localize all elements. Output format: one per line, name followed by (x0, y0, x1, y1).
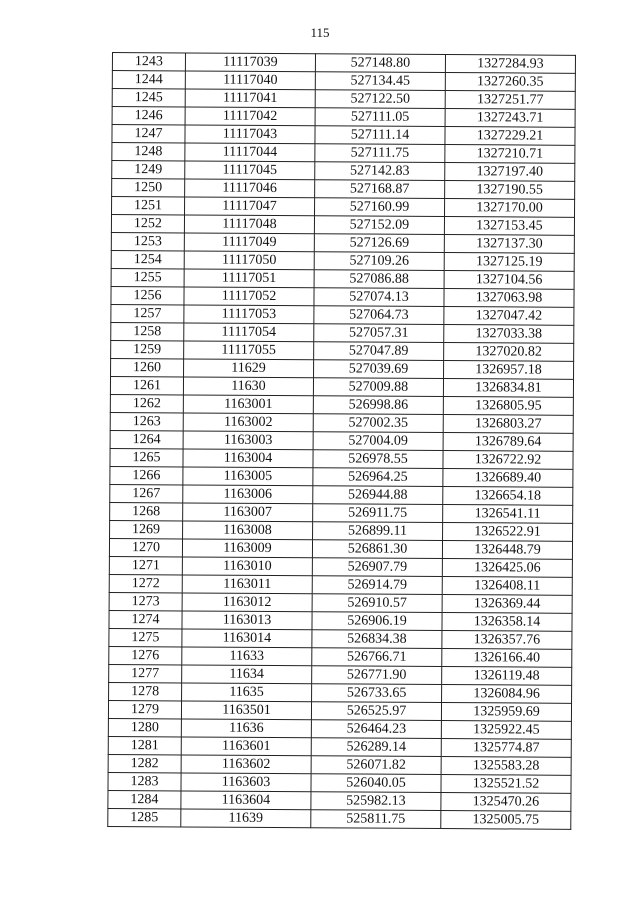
x-coordinate-cell: 526071.82 (311, 756, 441, 775)
y-coordinate-cell: 1325774.87 (441, 739, 571, 758)
x-coordinate-cell: 527074.13 (314, 288, 444, 307)
x-coordinate-cell: 525982.13 (311, 792, 441, 811)
y-coordinate-cell: 1327033.38 (444, 325, 574, 344)
y-coordinate-cell: 1327104.56 (444, 271, 574, 290)
point-id-cell: 1163012 (182, 593, 312, 612)
x-coordinate-cell: 525811.75 (311, 810, 441, 829)
point-number-cell: 1274 (109, 610, 182, 628)
x-coordinate-cell: 526964.25 (313, 468, 443, 487)
point-number-cell: 1276 (109, 646, 182, 664)
y-coordinate-cell: 1325583.28 (441, 757, 571, 776)
point-number-cell: 1251 (112, 197, 185, 215)
point-number-cell: 1279 (108, 700, 181, 718)
y-coordinate-cell: 1327251.77 (445, 91, 575, 110)
point-number-cell: 1267 (110, 484, 183, 502)
point-number-cell: 1252 (111, 215, 184, 233)
point-number-cell: 1249 (112, 161, 185, 179)
point-number-cell: 1260 (111, 358, 184, 376)
y-coordinate-cell: 1326803.27 (443, 415, 573, 434)
x-coordinate-cell: 526914.79 (312, 576, 442, 595)
y-coordinate-cell: 1325005.75 (441, 811, 571, 830)
point-number-cell: 1257 (111, 304, 184, 322)
x-coordinate-cell: 526906.19 (312, 612, 442, 631)
point-number-cell: 1255 (111, 268, 184, 286)
point-id-cell: 11117050 (184, 251, 314, 270)
y-coordinate-cell: 1327210.71 (445, 145, 575, 164)
x-coordinate-cell: 526911.75 (313, 504, 443, 523)
point-id-cell: 1163501 (181, 701, 311, 720)
point-number-cell: 1254 (111, 250, 184, 268)
point-id-cell: 11639 (181, 809, 311, 828)
y-coordinate-cell: 1326408.11 (442, 577, 572, 596)
point-id-cell: 11117054 (184, 323, 314, 342)
coordinates-table (107, 52, 576, 830)
y-coordinate-cell: 1327125.19 (444, 253, 574, 272)
point-id-cell: 1163003 (183, 431, 313, 450)
point-id-cell: 1163005 (183, 467, 313, 486)
y-coordinate-cell: 1327229.21 (445, 127, 575, 146)
x-coordinate-cell: 526289.14 (311, 738, 441, 757)
y-coordinate-cell: 1326166.40 (442, 649, 572, 668)
point-number-cell: 1277 (109, 664, 182, 682)
y-coordinate-cell: 1326358.14 (442, 613, 572, 632)
point-id-cell: 1163007 (183, 503, 313, 522)
point-id-cell: 11636 (181, 719, 311, 738)
point-number-cell: 1278 (109, 682, 182, 700)
point-number-cell: 1269 (110, 520, 183, 538)
point-id-cell: 11117052 (184, 287, 314, 306)
point-number-cell: 1275 (109, 628, 182, 646)
y-coordinate-cell: 1327197.40 (445, 163, 575, 182)
y-coordinate-cell: 1327063.98 (444, 289, 574, 308)
x-coordinate-cell: 526978.55 (313, 450, 443, 469)
point-number-cell: 1262 (110, 394, 183, 412)
y-coordinate-cell: 1326084.96 (442, 685, 572, 704)
x-coordinate-cell: 527047.89 (314, 342, 444, 361)
point-number-cell: 1264 (110, 430, 183, 448)
point-number-cell: 1266 (110, 466, 183, 484)
x-coordinate-cell: 526998.86 (313, 396, 443, 415)
x-coordinate-cell: 526733.65 (312, 684, 442, 703)
point-id-cell: 1163014 (182, 629, 312, 648)
x-coordinate-cell: 526771.90 (312, 666, 442, 685)
x-coordinate-cell: 527086.88 (314, 270, 444, 289)
point-id-cell: 1163011 (182, 575, 312, 594)
point-id-cell: 1163601 (181, 737, 311, 756)
point-number-cell: 1247 (112, 125, 185, 143)
point-number-cell: 1265 (110, 448, 183, 466)
table-row (108, 808, 571, 829)
point-id-cell: 11117051 (184, 269, 314, 288)
y-coordinate-cell: 1326357.76 (442, 631, 572, 650)
x-coordinate-cell: 527109.26 (314, 252, 444, 271)
page-number: 115 (310, 25, 330, 40)
point-number-cell: 1250 (112, 179, 185, 197)
x-coordinate-cell: 527148.80 (315, 54, 445, 73)
y-coordinate-cell: 1326805.95 (443, 397, 573, 416)
point-id-cell: 11117049 (184, 233, 314, 252)
point-id-cell: 11630 (183, 377, 313, 396)
point-id-cell: 11635 (182, 683, 312, 702)
y-coordinate-cell: 1326834.81 (443, 379, 573, 398)
y-coordinate-cell: 1325959.69 (441, 703, 571, 722)
point-id-cell: 11117045 (185, 161, 315, 180)
point-id-cell: 1163602 (181, 755, 311, 774)
point-id-cell: 1163004 (183, 449, 313, 468)
point-number-cell: 1271 (109, 556, 182, 574)
y-coordinate-cell: 1327153.45 (444, 217, 574, 236)
point-number-cell: 1268 (110, 502, 183, 520)
point-id-cell: 1163603 (181, 773, 311, 792)
y-coordinate-cell: 1327170.00 (445, 199, 575, 218)
x-coordinate-cell: 527134.45 (315, 72, 445, 91)
x-coordinate-cell: 527111.75 (315, 144, 445, 163)
x-coordinate-cell: 527160.99 (315, 198, 445, 217)
point-number-cell: 1284 (108, 790, 181, 808)
y-coordinate-cell: 1325922.45 (441, 721, 571, 740)
y-coordinate-cell: 1327137.30 (444, 235, 574, 254)
x-coordinate-cell: 527057.31 (314, 324, 444, 343)
y-coordinate-cell: 1326541.11 (443, 505, 573, 524)
table-body (108, 53, 576, 830)
x-coordinate-cell: 526910.57 (312, 594, 442, 613)
point-id-cell: 1163006 (183, 485, 313, 504)
x-coordinate-cell: 526899.11 (313, 522, 443, 541)
point-number-cell: 1281 (108, 736, 181, 754)
x-coordinate-cell: 527152.09 (314, 216, 444, 235)
y-coordinate-cell: 1327047.42 (444, 307, 574, 326)
point-id-cell: 11117042 (185, 107, 315, 126)
x-coordinate-cell: 526861.30 (312, 540, 442, 559)
y-coordinate-cell: 1326119.48 (442, 667, 572, 686)
x-coordinate-cell: 527142.83 (315, 162, 445, 181)
point-number-cell: 1270 (109, 538, 182, 556)
point-id-cell: 11117043 (185, 125, 315, 144)
x-coordinate-cell: 527122.50 (315, 90, 445, 109)
y-coordinate-cell: 1326957.18 (444, 361, 574, 380)
point-number-cell: 1244 (112, 71, 185, 89)
point-id-cell: 11117046 (185, 179, 315, 198)
x-coordinate-cell: 527004.09 (313, 432, 443, 451)
x-coordinate-cell: 526944.88 (313, 486, 443, 505)
point-id-cell: 11117039 (185, 53, 315, 72)
x-coordinate-cell: 527111.14 (315, 126, 445, 145)
y-coordinate-cell: 1327243.71 (445, 109, 575, 128)
point-id-cell: 11117047 (185, 197, 315, 216)
y-coordinate-cell: 1326689.40 (443, 469, 573, 488)
point-id-cell: 11117055 (184, 341, 314, 360)
y-coordinate-cell: 1326425.06 (442, 559, 572, 578)
x-coordinate-cell: 527002.35 (313, 414, 443, 433)
point-id-cell: 11633 (182, 647, 312, 666)
point-number-cell: 1248 (112, 143, 185, 161)
point-id-cell: 1163009 (182, 539, 312, 558)
x-coordinate-cell: 527009.88 (313, 378, 443, 397)
y-coordinate-cell: 1326448.79 (442, 541, 572, 560)
point-number-cell: 1261 (110, 376, 183, 394)
point-id-cell: 11117040 (185, 71, 315, 90)
point-number-cell: 1280 (108, 718, 181, 736)
x-coordinate-cell: 526907.79 (312, 558, 442, 577)
x-coordinate-cell: 527168.87 (315, 180, 445, 199)
point-id-cell: 1163002 (183, 413, 313, 432)
y-coordinate-cell: 1325521.52 (441, 775, 571, 794)
point-number-cell: 1245 (112, 89, 185, 107)
point-number-cell: 1263 (110, 412, 183, 430)
y-coordinate-cell: 1326369.44 (442, 595, 572, 614)
y-coordinate-cell: 1325470.26 (441, 793, 571, 812)
y-coordinate-cell: 1327284.93 (445, 55, 575, 74)
point-number-cell: 1282 (108, 754, 181, 772)
x-coordinate-cell: 526766.71 (312, 648, 442, 667)
x-coordinate-cell: 526525.97 (311, 702, 441, 721)
point-id-cell: 1163008 (183, 521, 313, 540)
y-coordinate-cell: 1327020.82 (444, 343, 574, 362)
point-id-cell: 11117053 (184, 305, 314, 324)
point-number-cell: 1259 (111, 340, 184, 358)
x-coordinate-cell: 527039.69 (314, 360, 444, 379)
point-id-cell: 11117048 (184, 215, 314, 234)
point-id-cell: 11117041 (185, 89, 315, 108)
point-number-cell: 1285 (108, 808, 181, 826)
x-coordinate-cell: 527064.73 (314, 306, 444, 325)
point-id-cell: 1163001 (183, 395, 313, 414)
y-coordinate-cell: 1326789.64 (443, 433, 573, 452)
point-id-cell: 1163013 (182, 611, 312, 630)
point-number-cell: 1246 (112, 107, 185, 125)
y-coordinate-cell: 1326722.92 (443, 451, 573, 470)
point-id-cell: 11629 (184, 359, 314, 378)
point-number-cell: 1253 (111, 232, 184, 250)
point-number-cell: 1283 (108, 772, 181, 790)
point-id-cell: 11634 (182, 665, 312, 684)
point-number-cell: 1273 (109, 592, 182, 610)
x-coordinate-cell: 527126.69 (314, 234, 444, 253)
point-number-cell: 1258 (111, 322, 184, 340)
x-coordinate-cell: 526464.23 (311, 720, 441, 739)
x-coordinate-cell: 526834.38 (312, 630, 442, 649)
point-number-cell: 1272 (109, 574, 182, 592)
y-coordinate-cell: 1326654.18 (443, 487, 573, 506)
point-id-cell: 1163604 (181, 791, 311, 810)
y-coordinate-cell: 1327190.55 (445, 181, 575, 200)
x-coordinate-cell: 526040.05 (311, 774, 441, 793)
y-coordinate-cell: 1327260.35 (445, 73, 575, 92)
point-id-cell: 11117044 (185, 143, 315, 162)
point-number-cell: 1256 (111, 286, 184, 304)
point-number-cell: 1243 (112, 53, 185, 71)
x-coordinate-cell: 527111.05 (315, 108, 445, 127)
y-coordinate-cell: 1326522.91 (443, 523, 573, 542)
point-id-cell: 1163010 (182, 557, 312, 576)
